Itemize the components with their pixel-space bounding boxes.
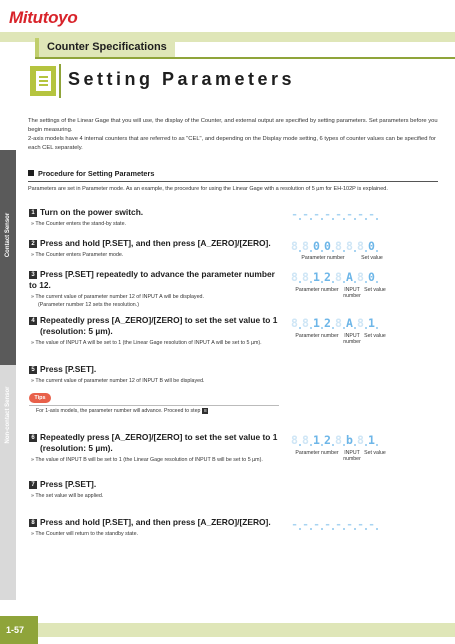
lcd-digit: - xyxy=(313,518,320,531)
lcd-digit: 0 xyxy=(368,239,375,253)
lcd-digit: 8 xyxy=(335,433,342,447)
step-4 xyxy=(29,315,279,347)
step-title: Press and hold [P.SET], and then press [A_ZERO]/[ZERO]. xyxy=(40,238,271,248)
lcd-digit: 8 xyxy=(357,316,364,330)
step-title-cont: (resolution: 5 µm). xyxy=(40,443,113,453)
step-number: 2 xyxy=(29,240,37,248)
lcd-digit: 1 xyxy=(313,433,320,447)
lcd-digit: 0 xyxy=(324,239,331,253)
step-number: 3 xyxy=(29,271,37,279)
lcd-display-2 xyxy=(289,240,379,253)
step-number: 6 xyxy=(29,434,37,442)
lcd-digit: - xyxy=(335,518,342,531)
step-5 xyxy=(29,364,279,385)
document-icon xyxy=(30,66,56,96)
intro-paragraph-1: The settings of the Linear Gage that you will use, the display of the Counter, and external output are specified by setting parameters. Set parameters before you begin measuring. xyxy=(28,118,438,133)
step-number: 5 xyxy=(29,366,37,374)
step-7 xyxy=(29,479,279,500)
lcd-digit: 8 xyxy=(335,239,342,253)
step-note: » The value of INPUT B will be set to 1 (the Linear Gage resolution of INPUT B will be set to 5 µm). xyxy=(31,457,263,463)
lcd-digit: 0 xyxy=(313,239,320,253)
lcd-decimal-dot xyxy=(376,250,378,252)
lcd-display-8 xyxy=(289,518,379,531)
lcd-digit: - xyxy=(302,518,309,531)
step-title: Press and hold [P.SET], and then press [A_ZERO]/[ZERO]. xyxy=(40,517,271,527)
lcd-digit: 1 xyxy=(368,316,375,330)
lcd-digit: 8 xyxy=(302,270,309,284)
square-bullet-icon xyxy=(28,170,34,176)
step-6 xyxy=(29,432,279,464)
brand-logo: Mitutoyo xyxy=(9,8,78,27)
lcd-decimal-dot xyxy=(376,444,378,446)
lcd-digit: - xyxy=(291,518,298,531)
sidebar-noncontact-label: Non-contact Sensor xyxy=(5,386,11,444)
step-note: » The Counter enters Parameter mode. xyxy=(31,252,124,258)
lcd-display-6 xyxy=(289,434,379,447)
lcd-digit: 2 xyxy=(324,270,331,284)
label-parameter-number: Parameter number xyxy=(295,333,339,339)
label-set-value: Set value xyxy=(364,450,386,456)
lcd-digit: - xyxy=(335,208,342,221)
label-input-number: INPUT number xyxy=(343,450,361,462)
lcd-digit: - xyxy=(324,208,331,221)
lcd-digit: 1 xyxy=(368,433,375,447)
lcd-decimal-dot xyxy=(376,281,378,283)
step-title: Repeatedly press [A_ZERO]/[ZERO] to set the set value to 1 xyxy=(40,315,278,325)
step-ref-badge: 8 xyxy=(204,408,207,413)
lcd-digit: 8 xyxy=(357,433,364,447)
tips-text: For 1-axis models, the parameter number will advance. Proceed to step 8 xyxy=(36,408,207,414)
footer-bar xyxy=(38,623,455,637)
step-title: Press [P.SET]. xyxy=(40,364,97,374)
lcd-digit: 2 xyxy=(324,433,331,447)
lcd-digit: 8 xyxy=(335,316,342,330)
page-number: 1-57 xyxy=(0,616,38,644)
step-8 xyxy=(29,517,279,538)
lcd-digit: - xyxy=(313,208,320,221)
step-title: Turn on the power switch. xyxy=(40,207,144,217)
lcd-display-4 xyxy=(289,317,379,330)
lcd-digit: - xyxy=(346,518,353,531)
step-note: » The value of INPUT A will be set to 1 (the Linear Gage resolution of INPUT A will be set to 5 µm). xyxy=(31,340,262,346)
tips-rule xyxy=(29,405,279,406)
step-title: Press [P.SET] repeatedly to advance the parameter number to 12. xyxy=(29,269,275,290)
header-rule xyxy=(35,57,455,59)
section-title: Counter Specifications xyxy=(35,38,175,57)
lcd-digit: 1 xyxy=(313,270,320,284)
lcd-digit: 8 xyxy=(357,270,364,284)
step-title: Repeatedly press [A_ZERO]/[ZERO] to set the set value to 1 xyxy=(40,432,278,442)
step-2 xyxy=(29,238,279,259)
lcd-digit: 8 xyxy=(302,239,309,253)
lcd-digit: - xyxy=(357,208,364,221)
label-set-value: Set value xyxy=(364,287,386,293)
page-title: Setting Parameters xyxy=(68,69,296,89)
lcd-digit: - xyxy=(291,208,298,221)
procedure-heading: Procedure for Setting Parameters xyxy=(28,169,438,179)
step-title: Press [P.SET]. xyxy=(40,479,97,489)
label-parameter-number: Parameter number xyxy=(295,450,339,456)
intro-text xyxy=(28,117,438,153)
step-note: » The Counter enters the stand-by state. xyxy=(31,221,127,227)
lcd-digit: 8 xyxy=(291,270,298,284)
intro-paragraph-2: 2-axis models have 4 internal counters that are referred to as "CEL", and depending on the Display mode setting, 6 types of counter values can be specified for each CEL separately. xyxy=(28,136,436,151)
step-note-secondary: (Parameter number 12 sets the resolution.) xyxy=(38,302,139,308)
step-number: 1 xyxy=(29,209,37,217)
lcd-digit: b xyxy=(346,433,353,447)
step-number: 4 xyxy=(29,317,37,325)
lcd-digit: 8 xyxy=(291,316,298,330)
step-note: » The current value of parameter number 12 of INPUT B will be displayed. xyxy=(31,378,205,384)
tips-badge: Tips xyxy=(29,393,51,403)
lcd-digit: - xyxy=(324,518,331,531)
procedure-rule xyxy=(28,181,438,182)
lcd-digit: A xyxy=(346,270,353,284)
lcd-display-3 xyxy=(289,271,379,284)
sidebar-contact-label: Contact Sensor xyxy=(5,212,11,258)
step-number: 7 xyxy=(29,481,37,489)
title-divider xyxy=(59,64,61,98)
lcd-digit: A xyxy=(346,316,353,330)
step-note: » The Counter will return to the standby state. xyxy=(31,531,139,537)
lcd-digit: - xyxy=(302,208,309,221)
lcd-digit: 8 xyxy=(357,239,364,253)
lcd-decimal-dot xyxy=(376,528,378,530)
lcd-digit: - xyxy=(368,208,375,221)
label-input-number: INPUT number xyxy=(343,287,361,299)
lcd-display-1 xyxy=(289,208,379,221)
lcd-digit: - xyxy=(357,518,364,531)
lcd-digit: 1 xyxy=(313,316,320,330)
lcd-decimal-dot xyxy=(376,327,378,329)
label-input-number: INPUT number xyxy=(343,333,361,345)
label-parameter-number: Parameter number xyxy=(301,255,345,261)
procedure-description: Parameters are set in Parameter mode. As an example, the procedure for using the Linear Gage with a resolution of 5 µm for EH-102P is explained. xyxy=(28,186,388,192)
step-note: » The set value will be applied. xyxy=(31,493,104,499)
lcd-digit: 8 xyxy=(346,239,353,253)
lcd-digit: 8 xyxy=(302,316,309,330)
lcd-digit: 8 xyxy=(291,239,298,253)
lcd-digit: - xyxy=(346,208,353,221)
lcd-digit: 8 xyxy=(302,433,309,447)
lcd-digit: 2 xyxy=(324,316,331,330)
lcd-decimal-dot xyxy=(376,218,378,220)
step-note: » The current value of parameter number 12 of INPUT A will be displayed. xyxy=(31,294,204,300)
lcd-digit: 8 xyxy=(335,270,342,284)
lcd-digit: 8 xyxy=(291,433,298,447)
label-set-value: Set value xyxy=(364,333,386,339)
label-set-value: Set value xyxy=(361,255,383,261)
lcd-digit: 0 xyxy=(368,270,375,284)
lcd-digit: - xyxy=(368,518,375,531)
step-1 xyxy=(29,207,279,228)
label-parameter-number: Parameter number xyxy=(295,287,339,293)
step-title-cont: (resolution: 5 µm). xyxy=(40,326,113,336)
step-number: 8 xyxy=(29,519,37,527)
step-3 xyxy=(29,269,279,309)
